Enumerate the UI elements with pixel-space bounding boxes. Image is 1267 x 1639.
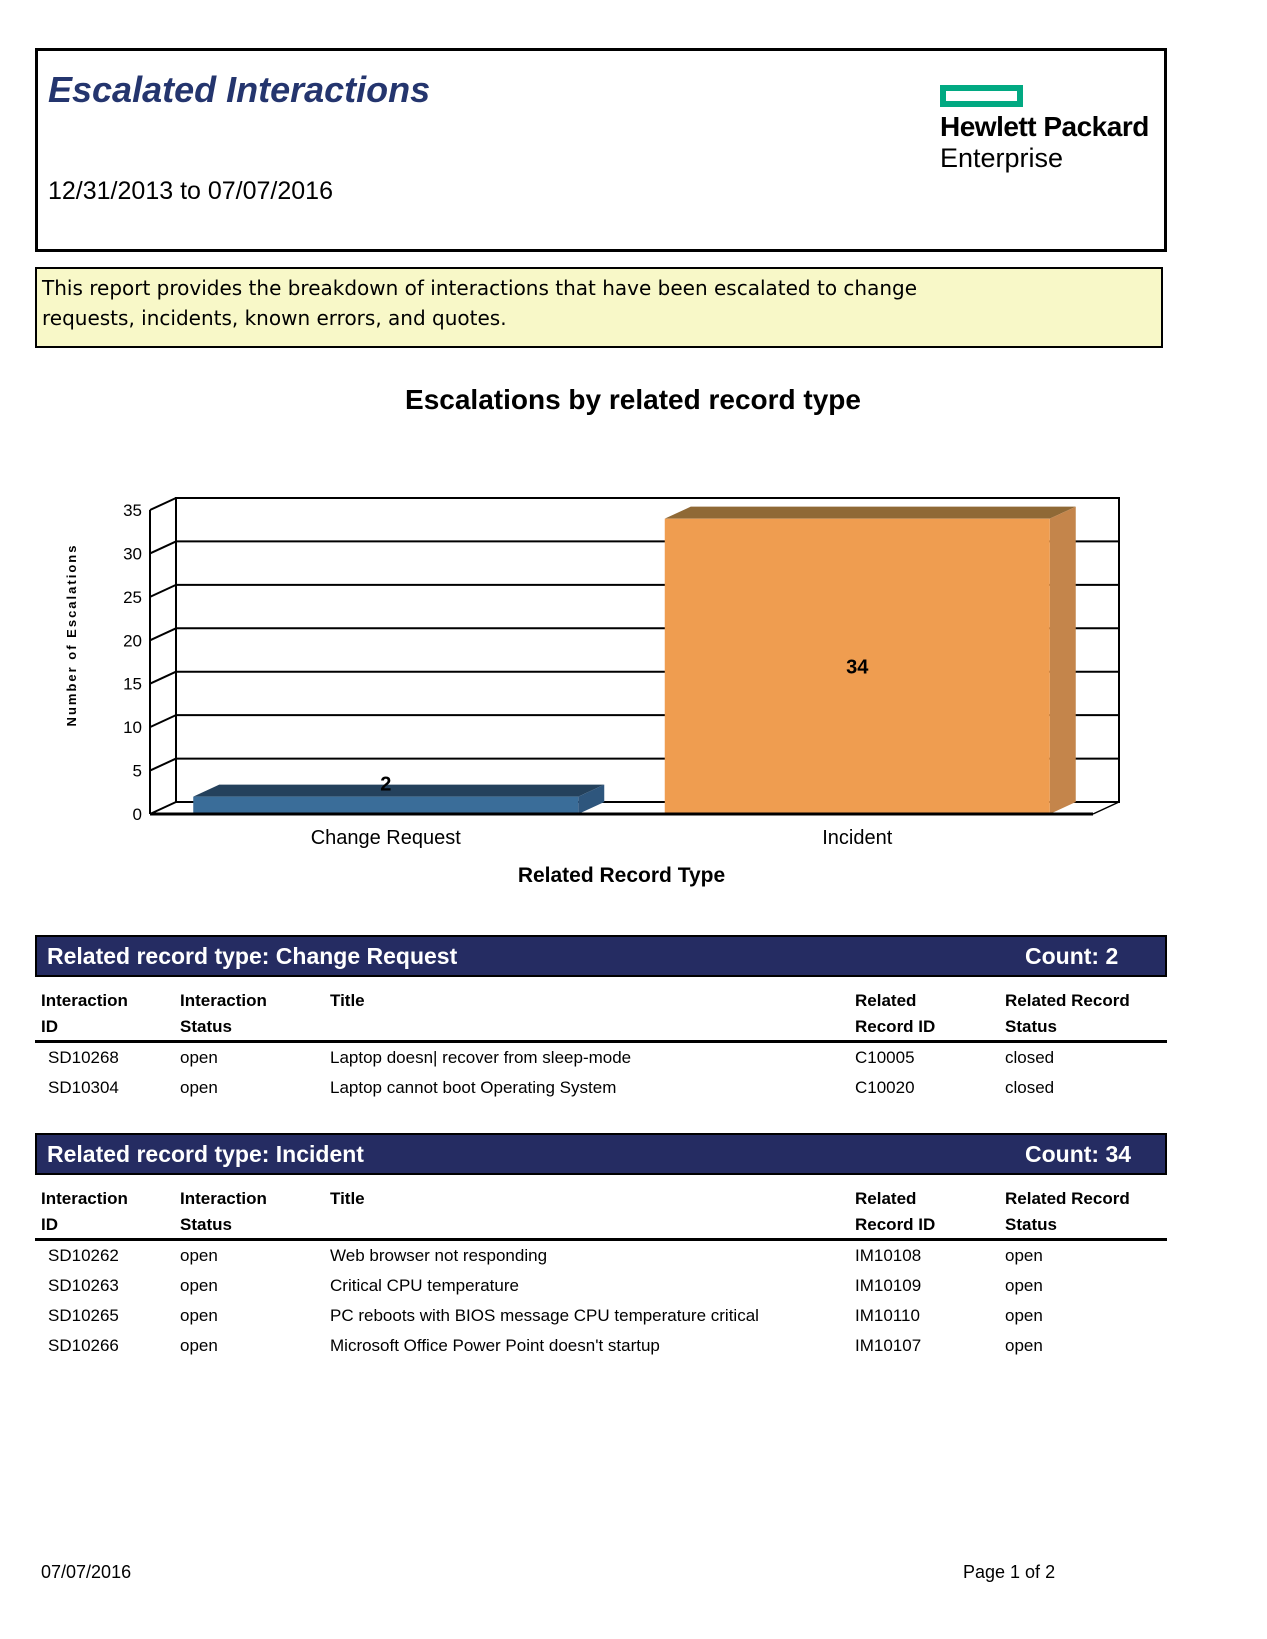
header-rule	[35, 1040, 1167, 1043]
hpe-logo-icon	[940, 85, 1023, 107]
column-header: Title	[330, 1189, 365, 1208]
table-cell: IM10107	[855, 1336, 922, 1355]
bar-side-face	[1050, 507, 1076, 814]
y-tick	[150, 541, 176, 553]
y-tick	[150, 715, 176, 727]
table-cell: IM10108	[855, 1246, 922, 1265]
group-header-label: Related record type: Incident	[47, 1140, 364, 1167]
report-description-box	[35, 267, 1163, 348]
table-cell: Laptop cannot boot Operating System	[330, 1078, 617, 1097]
bar-top-face	[193, 785, 604, 797]
group-header-label: Related record type: Change Request	[47, 942, 458, 969]
table-cell: SD10268	[48, 1048, 119, 1067]
y-tick	[150, 585, 176, 597]
y-tick	[150, 759, 176, 771]
table-cell: Critical CPU temperature	[330, 1276, 519, 1295]
table-cell: IM10109	[855, 1276, 922, 1295]
hpe-logo-wordmark: Hewlett Packard	[940, 111, 1149, 142]
table-cell: SD10265	[48, 1306, 119, 1325]
group-count-label: Count: 2	[1025, 942, 1119, 969]
x-axis-title: Related Record Type	[517, 864, 726, 887]
column-header: Related Record ID	[855, 1189, 936, 1234]
column-header: Interaction Status	[180, 991, 267, 1036]
y-tick-label: 25	[123, 587, 142, 607]
table-cell: SD10266	[48, 1336, 119, 1355]
hpe-logo-enterprise: Enterprise	[940, 143, 1064, 173]
column-header: Title	[330, 991, 365, 1010]
y-axis-title: Number of Escalations	[64, 543, 79, 727]
description-line: This report provides the breakdown of interactions that have been escalated to change	[42, 276, 918, 300]
table-cell: closed	[1005, 1048, 1055, 1067]
table-cell: open	[180, 1246, 218, 1265]
table-cell: open	[1005, 1306, 1043, 1325]
column-header: Interaction Status	[180, 1189, 267, 1234]
y-tick-label: 0	[132, 805, 142, 824]
group-header-bar	[35, 1133, 1167, 1175]
table-cell: closed	[1005, 1078, 1055, 1097]
table-cell: SD10262	[48, 1246, 119, 1265]
footer-date: 07/07/2016	[41, 1562, 132, 1582]
category-label: Change Request	[310, 827, 461, 849]
table-cell: SD10263	[48, 1276, 119, 1295]
column-header: Related Record Status	[1005, 1189, 1130, 1234]
escalations-bar-chart	[0, 440, 1267, 910]
table-cell: open	[180, 1306, 218, 1325]
table-cell: PC reboots with BIOS message CPU temperature critical	[330, 1306, 759, 1325]
y-tick	[150, 672, 176, 684]
table-cell: open	[180, 1048, 218, 1067]
bar-front-face	[193, 797, 578, 814]
column-header: Interaction ID	[41, 1189, 128, 1234]
report-header-box	[35, 48, 1167, 252]
table-cell: C10020	[855, 1078, 915, 1097]
table-cell: open	[1005, 1246, 1043, 1265]
category-label: Incident	[822, 827, 893, 849]
table-cell: Laptop doesn| recover from sleep-mode	[330, 1048, 632, 1067]
y-tick-label: 10	[123, 718, 142, 738]
y-tick	[150, 498, 176, 510]
table-cell: open	[180, 1078, 218, 1097]
header-rule	[35, 1238, 1167, 1241]
group-header-bar	[35, 935, 1167, 977]
column-header: Related Record Status	[1005, 991, 1130, 1036]
y-tick-label: 15	[123, 674, 142, 694]
bar-value-label: 2	[380, 773, 392, 796]
table-cell: SD10304	[48, 1078, 119, 1097]
bar-top-face	[665, 507, 1076, 519]
table-cell: open	[1005, 1336, 1043, 1355]
table-cell: C10005	[855, 1048, 915, 1067]
group-count-label: Count: 34	[1025, 1140, 1132, 1167]
column-header: Related Record ID	[855, 991, 936, 1036]
y-tick-label: 5	[132, 761, 142, 781]
footer-page-number: Page 1 of 2	[963, 1562, 1056, 1582]
y-tick-label: 35	[123, 501, 142, 520]
table-cell: open	[1005, 1276, 1043, 1295]
y-tick	[150, 802, 176, 814]
table-cell: Web browser not responding	[330, 1246, 548, 1265]
report-title: Escalated Interactions	[48, 69, 431, 110]
chart-title: Escalations by related record type	[405, 384, 861, 415]
floor-edge	[1093, 802, 1119, 814]
table-cell: open	[180, 1336, 218, 1355]
table-cell: Microsoft Office Power Point doesn't startup	[330, 1336, 660, 1355]
table-cell: IM10110	[855, 1306, 920, 1325]
y-tick-label: 20	[123, 631, 142, 651]
bar-value-label: 34	[846, 656, 869, 679]
report-date-range: 12/31/2013 to 07/07/2016	[48, 177, 333, 205]
description-line: requests, incidents, known errors, and quotes.	[42, 306, 507, 330]
table-cell: open	[180, 1276, 218, 1295]
y-tick-label: 30	[123, 544, 142, 564]
y-tick	[150, 628, 176, 640]
column-header: Interaction ID	[41, 991, 128, 1036]
